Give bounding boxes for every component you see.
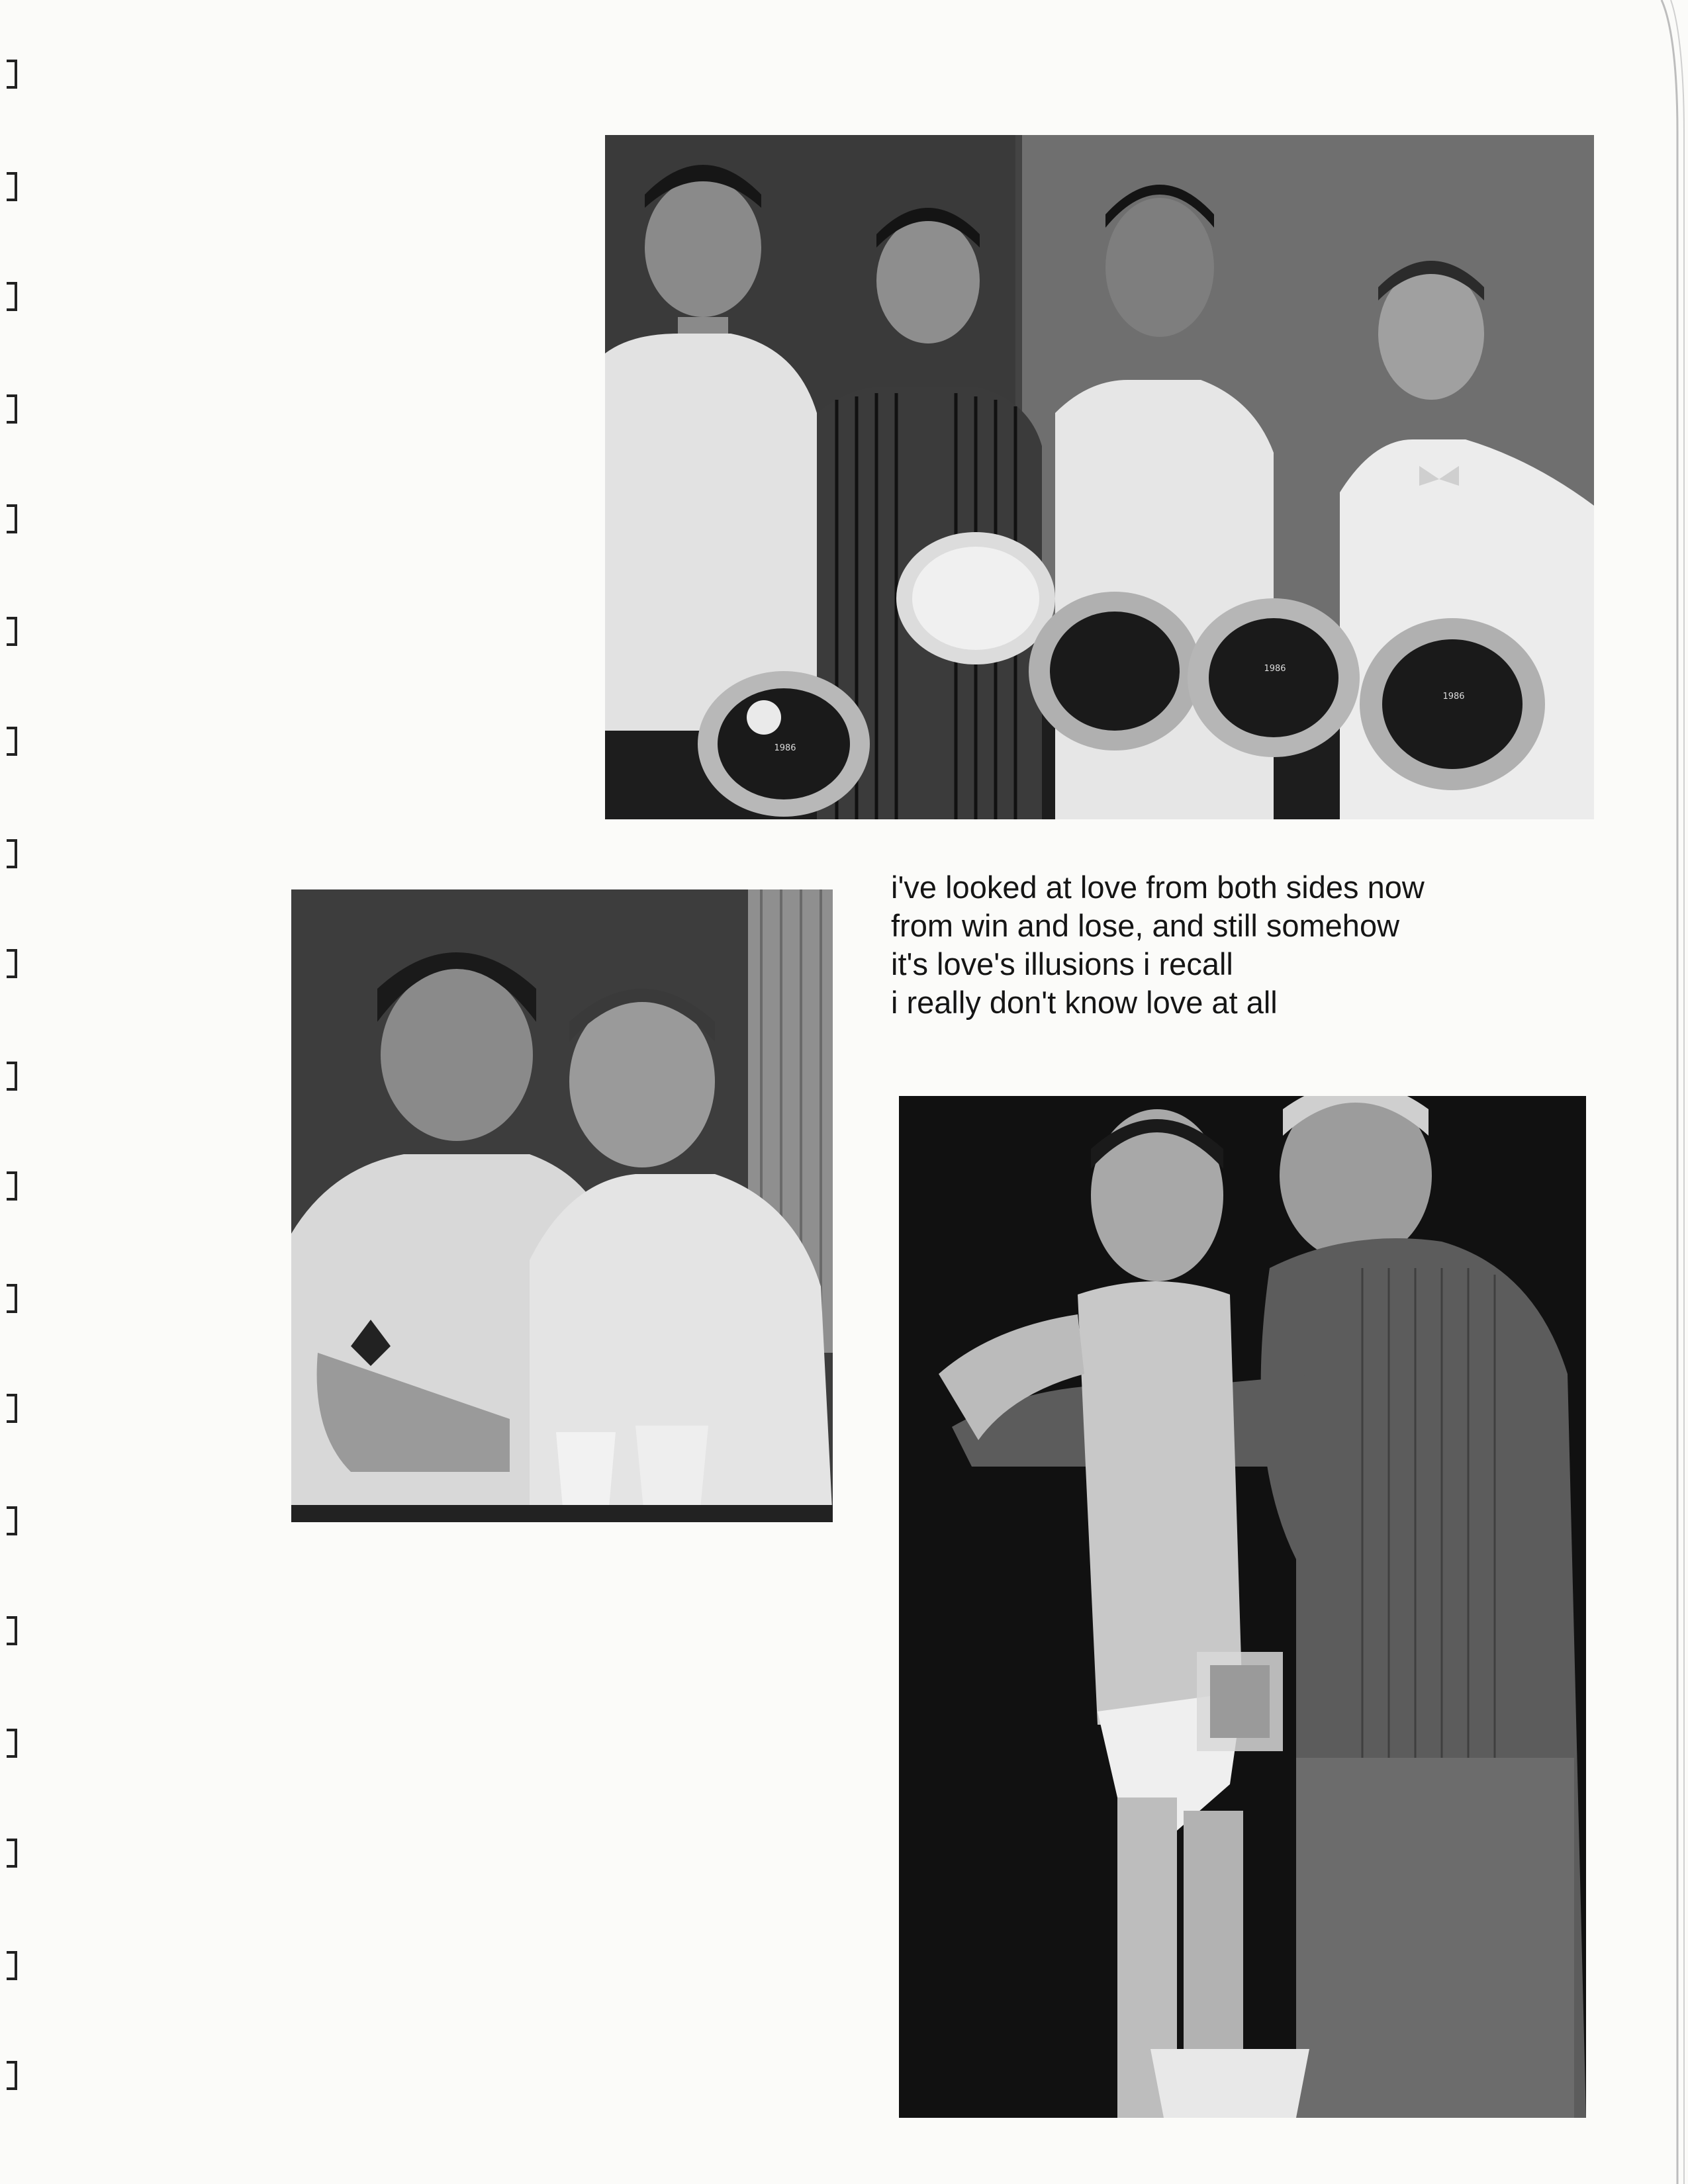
plaque-text-2: 1986: [1264, 664, 1286, 674]
plaque-4: [1360, 618, 1545, 790]
poem-line-1: i've looked at love from both sides now: [891, 870, 1425, 905]
photo-embrace-with-mug: [899, 1096, 1586, 2118]
plaque-3: [1188, 598, 1360, 757]
plaque-2: [1029, 592, 1201, 751]
spiral-binding: [0, 0, 40, 2184]
page-edge: [1648, 0, 1688, 2184]
poem-line-2: from win and lose, and still somehow: [891, 908, 1400, 943]
plaque-text-1: 1986: [774, 743, 796, 753]
poem-line-4: i really don't know love at all: [891, 985, 1278, 1020]
poem: [891, 868, 1593, 1022]
beer-mug: [1197, 1652, 1283, 1751]
plaque-plate: [896, 532, 1055, 664]
photo-two-men-embracing: [291, 889, 833, 1522]
plaque-text-3: 1986: [1442, 692, 1465, 702]
photo-award-plaques: [605, 135, 1594, 819]
poem-line-3: it's love's illusions i recall: [891, 946, 1233, 981]
